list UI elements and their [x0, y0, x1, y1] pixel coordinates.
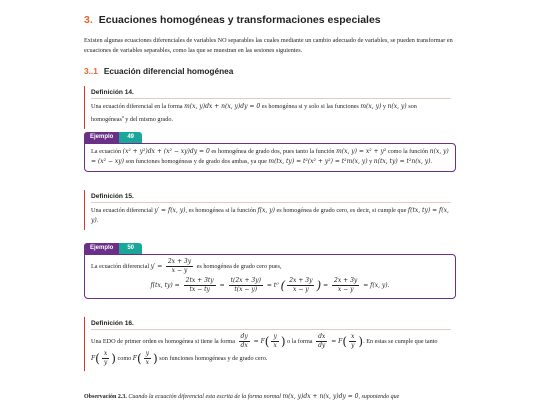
math: n(tx, ty) = t²n(x, y) [373, 158, 431, 165]
example-label: Ejemplo [84, 132, 119, 143]
denominator: y [103, 358, 108, 366]
math: m(x, y) = x² + y² [336, 148, 387, 155]
observation-label: Observación 2.3. [84, 394, 127, 400]
numerator: dx [318, 332, 326, 340]
observation [84, 393, 464, 400]
text: Cuando la ecuación diferencial esta escrita de la forma normal [126, 394, 283, 400]
denominator: x [273, 341, 277, 349]
text: son funciones homogéneas y de grado dos ambas, ya que [124, 158, 269, 165]
numerator: y [145, 349, 150, 357]
math: f(tx, ty) = [150, 282, 180, 289]
section-title-text: Ecuaciones homogéneas y transformaciones especiales [98, 14, 381, 26]
math: (x² + y²)dx + (x² − xy)dy = 0 [122, 148, 210, 155]
text: son homogéneas [91, 102, 417, 123]
math: m(x, y) [360, 102, 382, 110]
subsection-number: 3..1 [84, 66, 98, 76]
numerator: x [103, 349, 108, 357]
fraction [332, 277, 359, 294]
math: F [91, 354, 96, 362]
subsection-title [84, 66, 233, 76]
definition-body [85, 203, 457, 230]
text: Una ecuación diferencial en la forma [91, 102, 185, 110]
fraction [166, 258, 193, 275]
denominator: tx − ty [189, 286, 210, 293]
text: y del mismo grado. [123, 115, 174, 123]
math: = F [251, 337, 265, 345]
denominator: dx [240, 341, 248, 349]
left-paren: ( [280, 278, 286, 293]
denominator: dy [318, 341, 326, 349]
text: . En estas se cumple que tanto [363, 337, 438, 345]
text: , es homogénea si la función [185, 206, 258, 214]
math: = [219, 282, 225, 289]
example-49 [84, 132, 456, 172]
definition-body [85, 330, 457, 371]
math: y′ = [150, 262, 163, 270]
definition-14 [84, 86, 457, 129]
text: es homogénea de grado dos, pues tanto la función [209, 148, 337, 155]
example-body [84, 254, 456, 299]
text: es homogénea de grado cero, es decir, si cumple que [274, 206, 408, 214]
right-paren: ) [316, 278, 322, 293]
example-tag [84, 243, 456, 254]
example-number: 49 [119, 132, 142, 143]
math: = t⁰ [266, 282, 279, 289]
example-50 [84, 243, 456, 299]
right-paren: ) [280, 334, 286, 349]
section-number: 3. [84, 14, 93, 26]
numerator: 2x + 3y [289, 277, 313, 284]
denominator: x − y [171, 267, 188, 274]
section-title [84, 14, 381, 26]
text: como [117, 354, 133, 362]
numerator: x [351, 332, 355, 340]
right-paren: ) [153, 351, 158, 366]
text: son funciones homogéneas y de grado cero. [159, 354, 268, 362]
definition-heading: Definición 16. [91, 320, 134, 327]
numerator: 2x + 3y [334, 277, 358, 284]
math: = F [329, 337, 343, 345]
math: f(tx, ty) = f(x, y) [91, 206, 449, 224]
math: F [132, 354, 137, 362]
example-tag [84, 132, 456, 143]
math: y′ = f(x, y) [154, 206, 186, 214]
text: La ecuación diferencial [91, 262, 151, 270]
subsection-title-text: Ecuación diferencial homogénea [103, 66, 234, 76]
text: La ecuación [91, 148, 123, 155]
left-paren: ( [136, 351, 142, 366]
fraction [144, 350, 151, 367]
display-equation [91, 277, 449, 294]
math: n(x, y) [387, 102, 407, 110]
fraction [102, 350, 109, 367]
fraction [229, 277, 263, 294]
denominator: t(x − y) [234, 286, 258, 293]
math: m(x, y)dx + n(x, y)dy = 0 [184, 102, 261, 110]
denominator: x − y [337, 286, 354, 293]
text: , suponiendo que [358, 394, 400, 400]
numerator: dy [240, 332, 248, 340]
math: m(tx, ty) = t²(x² + y²) = t²m(x, y) [268, 158, 368, 165]
denominator: x − y [293, 286, 309, 293]
definition-heading: Definición 15. [91, 193, 134, 200]
math: = f(x, y). [363, 282, 390, 289]
denominator: x [145, 358, 150, 366]
text: Una EDO de primer orden es homogénea si tiene la forma [91, 337, 237, 345]
math: = [323, 282, 329, 289]
example-number: 50 [119, 243, 142, 254]
intro-paragraph: Existen algunas ecuaciones diferenciales de variables NO separables las cuales mediante un cambio adecuado de variables, se pueden transformar en ecuaciones de variables separables, como las que se muestran en las sesiones siguientes. [84, 37, 453, 54]
fraction [271, 333, 278, 350]
text: o la forma [287, 337, 315, 345]
denominator: y [351, 341, 355, 349]
example-intro-line [91, 258, 449, 275]
left-paren: ( [264, 334, 270, 349]
text: . [430, 158, 433, 165]
numerator: t(2x + 3y) [230, 277, 261, 284]
text: y [381, 102, 388, 110]
definition-16 [84, 317, 457, 371]
fraction [239, 333, 250, 350]
fraction [316, 333, 327, 350]
example-body [84, 143, 456, 172]
text: es homogénea de grado cero pues, [195, 262, 282, 270]
numerator: y [273, 332, 277, 340]
text: . [96, 216, 99, 224]
definition-15 [84, 190, 457, 230]
math: m(x, y)dx + n(x, y)dy = 0 [282, 393, 359, 400]
text: es homogénea si y solo si las funciones [260, 102, 361, 110]
left-paren: ( [342, 334, 348, 349]
example-label: Ejemplo [84, 243, 119, 254]
definition-body [85, 99, 457, 129]
fraction [287, 277, 314, 294]
numerator: 2x + 3y [167, 258, 192, 265]
right-paren: ) [358, 334, 364, 349]
footnote-marker: a [121, 113, 124, 119]
fraction [349, 333, 356, 350]
definition-heading: Definición 14. [91, 89, 134, 96]
left-paren: ( [95, 351, 100, 366]
math: n(x, y) = (x² − xy) [91, 148, 449, 165]
text: y [367, 158, 374, 165]
fraction [184, 277, 216, 294]
right-paren: ) [111, 351, 116, 366]
math: f(x, y) [257, 206, 275, 214]
text: Una ecuación diferencial [91, 206, 155, 214]
text: como la función [386, 148, 430, 155]
numerator: 2tx + 3ty [185, 277, 214, 284]
